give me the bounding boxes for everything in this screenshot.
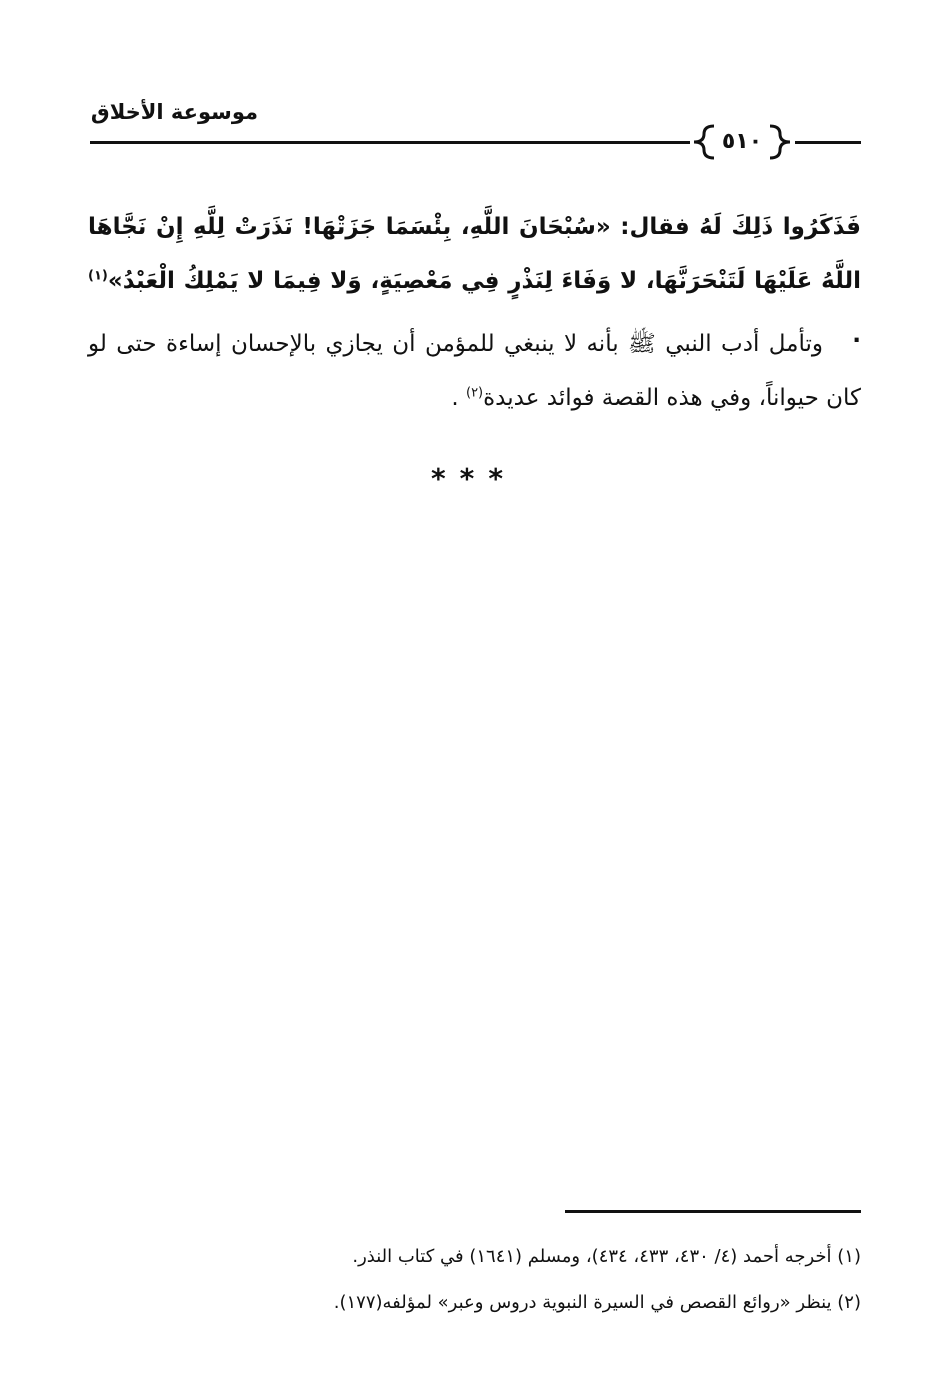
page-number-frame <box>690 120 794 164</box>
commentary-text: وتأمل أدب النبي ﷺ بأنه لا ينبغي للمؤمن أن يجازي بالإحسان إساءة حتى لو كان حيواناً، وفي هذه القصة فوائد عديدة <box>88 331 861 411</box>
paragraph-intro: فَذَكَرُوا ذَلِكَ لَهُ فقال: <box>610 214 861 240</box>
paragraph-commentary <box>88 317 861 425</box>
section-separator: *** <box>431 462 517 495</box>
footnote-rule <box>565 1210 861 1213</box>
paragraph-end-mark: . <box>451 385 466 411</box>
page-number: ٥١٠ <box>721 129 763 154</box>
footnotes-block <box>88 1234 861 1326</box>
footnote-1: (١) أخرجه أحمد (٤/ ٤٣٠، ٤٣٣، ٤٣٤)، ومسلم (١٦٤١) في كتاب النذر. <box>352 1246 861 1267</box>
footnote-ref-1[interactable]: (١) <box>88 268 108 284</box>
hadith-quote: «سُبْحَانَ اللَّهِ، بِئْسَمَا جَزَتْهَا! نَذَرَتْ لِلَّهِ إِنْ نَجَّاهَا اللَّهُ عَلَيْهَا لَتَنْحَرَنَّهَا، لا وَفَاءَ لِنَذْرٍ فِي مَعْصِيَةٍ، وَلا فِيمَا لا يَمْلِكُ الْعَبْدُ» <box>88 214 861 294</box>
footnote-ref-2[interactable]: (٢) <box>465 385 484 401</box>
running-header-title: موسوعة الأخلاق <box>90 100 258 124</box>
header-rule-right <box>795 141 861 144</box>
footnote-2: (٢) ينظر «روائع القصص في السيرة النبوية دروس وعبر» لمؤلفه(١٧٧). <box>333 1292 861 1313</box>
header-rule-left <box>90 141 690 144</box>
paragraph-end-mark: . <box>852 322 861 348</box>
